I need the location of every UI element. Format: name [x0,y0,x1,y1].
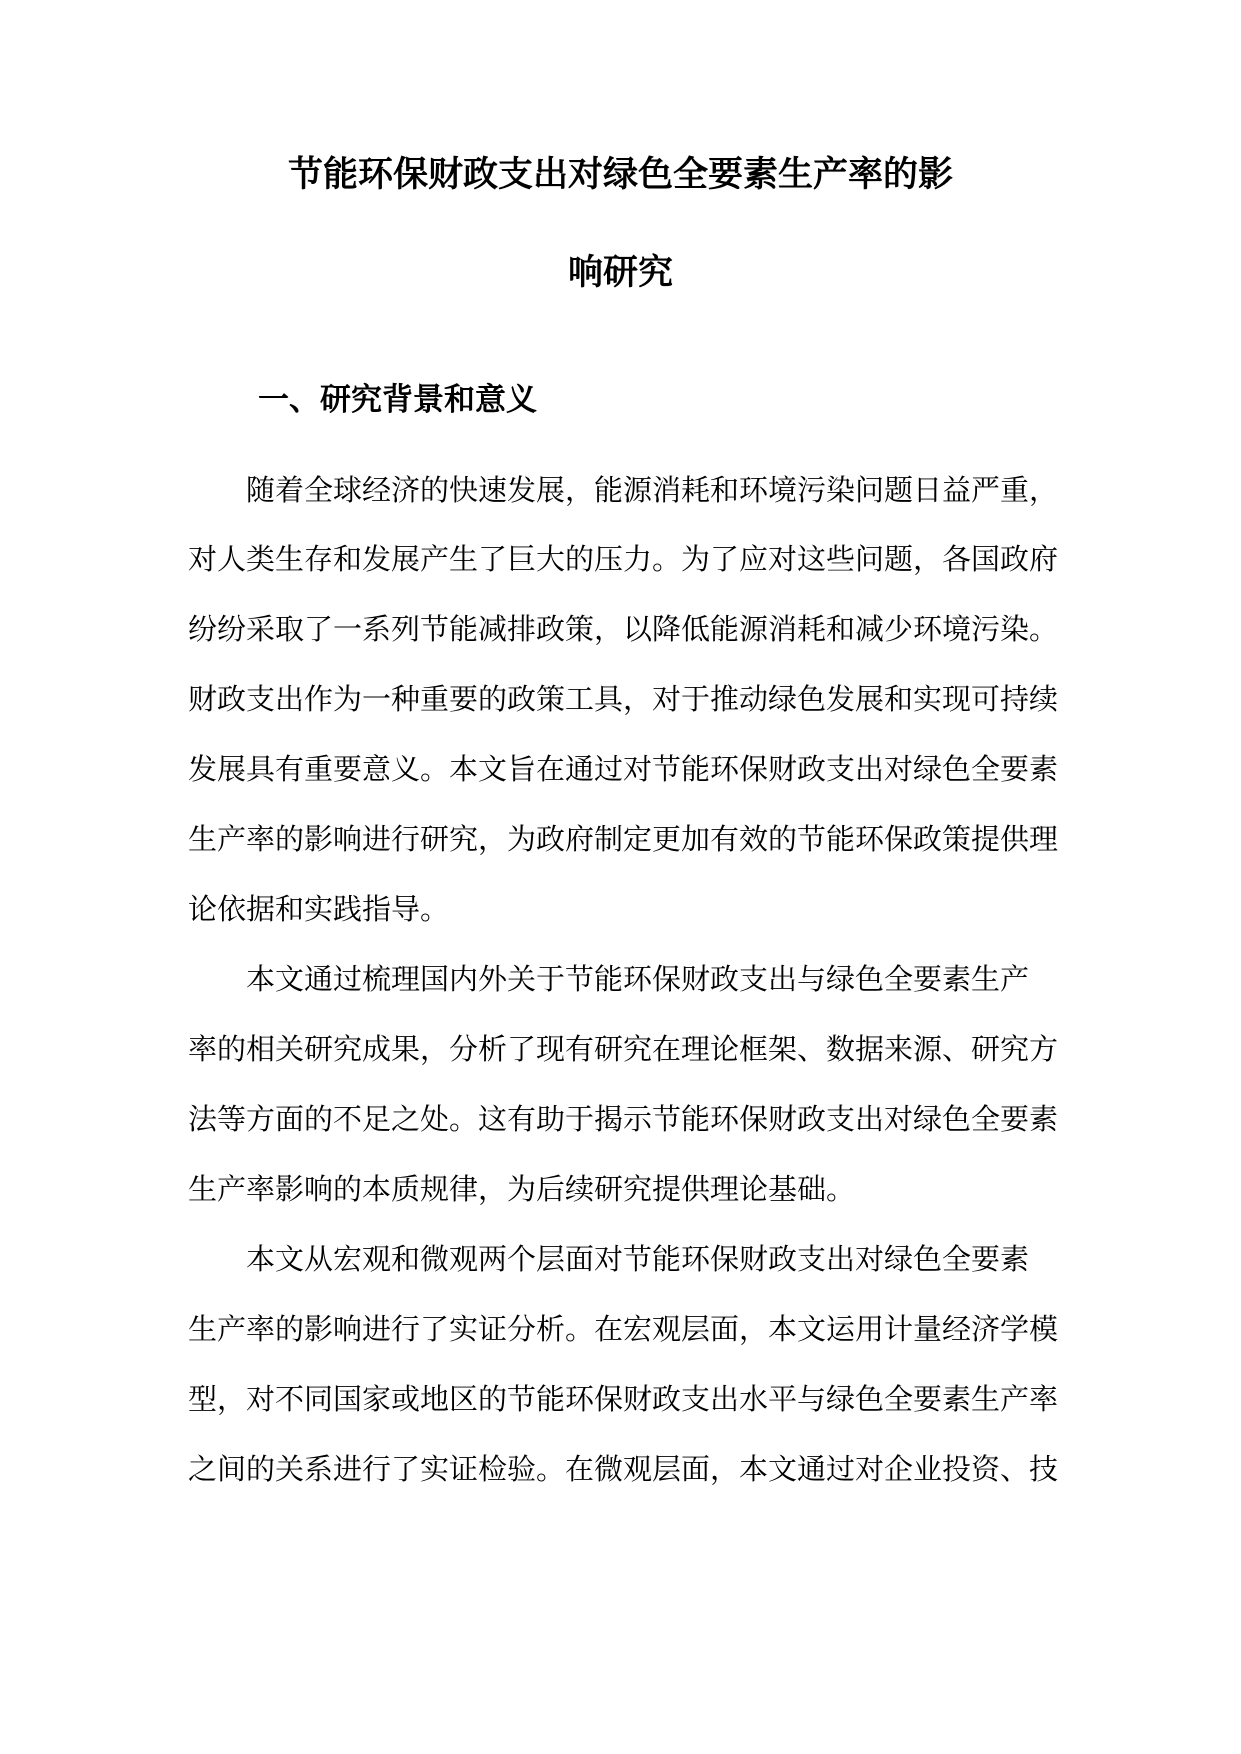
document-title-line-2: 响研究 [567,252,673,293]
paragraph-1-line-5: 发展具有重要意义。本文旨在通过对节能环保财政支出对绿色全要素 [188,752,1059,786]
paragraph-1-line-6: 生产率的影响进行研究，为政府制定更加有效的节能环保政策提供理 [188,822,1059,856]
paragraph-2-line-2: 率的相关研究成果，分析了现有研究在理论框架、数据来源、研究方 [188,1032,1059,1066]
paragraph-3-line-2: 生产率的影响进行了实证分析。在宏观层面，本文运用计量经济学模 [188,1312,1059,1346]
paragraph-1-line-7: 论依据和实践指导。 [188,892,450,926]
paragraph-1-line-3: 纷纷采取了一系列节能减排政策，以降低能源消耗和减少环境污染。 [188,612,1059,646]
paragraph-1-line-4: 财政支出作为一种重要的政策工具，对于推动绿色发展和实现可持续 [188,682,1059,716]
paragraph-3-line-3: 型，对不同国家或地区的节能环保财政支出水平与绿色全要素生产率 [188,1382,1059,1416]
paragraph-3-line-4: 之间的关系进行了实证检验。在微观层面，本文通过对企业投资、技 [188,1452,1059,1486]
paragraph-2-line-1: 本文通过梳理国内外关于节能环保财政支出与绿色全要素生产 [246,962,1030,996]
paragraph-2-line-3: 法等方面的不足之处。这有助于揭示节能环保财政支出对绿色全要素 [188,1102,1059,1136]
paragraph-1-line-2: 对人类生存和发展产生了巨大的压力。为了应对这些问题，各国政府 [188,542,1059,576]
paragraph-1-line-1: 随着全球经济的快速发展，能源消耗和环境污染问题日益严重， [246,473,1059,507]
section-heading: 一、研究背景和意义 [258,382,537,418]
paragraph-2-line-4: 生产率影响的本质规律，为后续研究提供理论基础。 [188,1172,856,1206]
document-title-line-1: 节能环保财政支出对绿色全要素生产率的影 [287,154,953,195]
paragraph-3-line-1: 本文从宏观和微观两个层面对节能环保财政支出对绿色全要素 [246,1242,1030,1276]
